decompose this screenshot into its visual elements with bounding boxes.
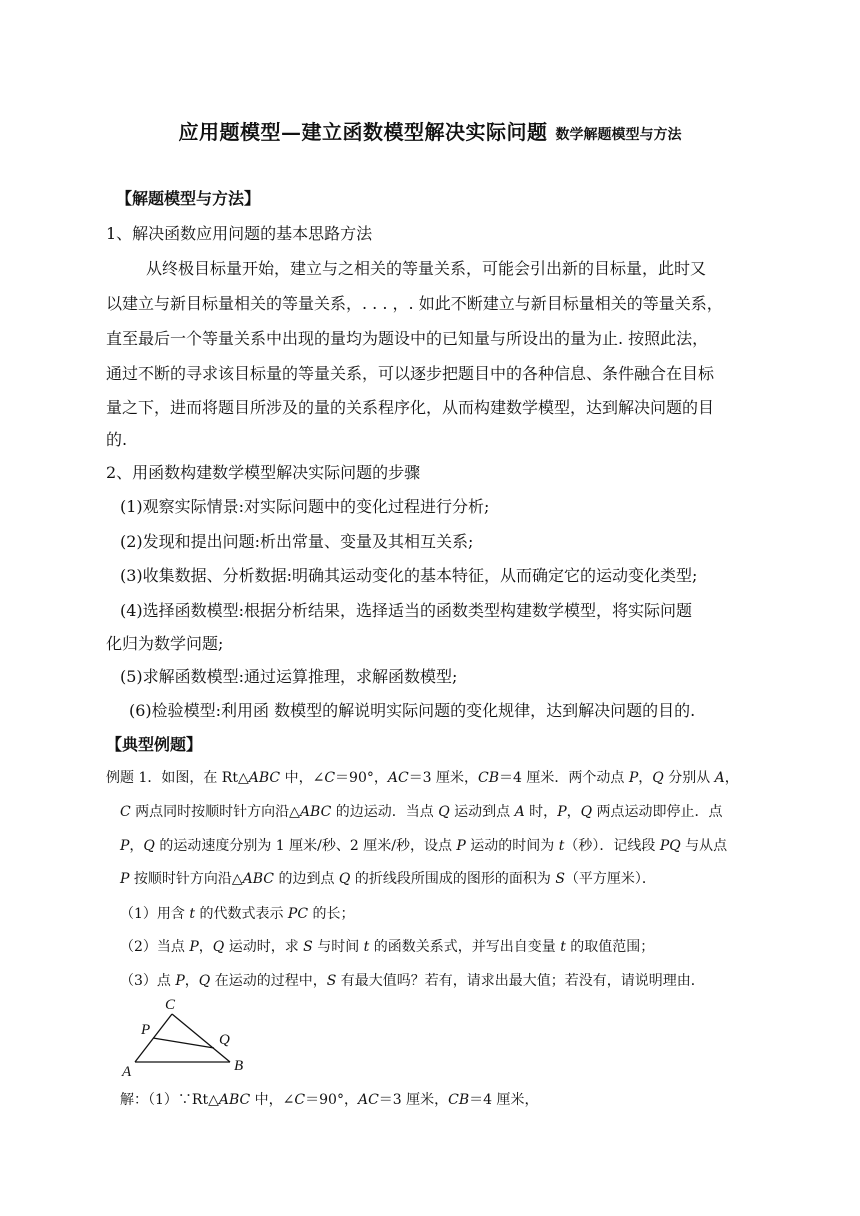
label-q: Q <box>219 1032 230 1048</box>
para-line: 量之下，进而将题目所涉及的量的关系程序化，从而构建数学模型，达到解决问题的目 <box>106 398 715 417</box>
step-item: 化归为数学问题; <box>106 634 224 653</box>
triangle-figure <box>110 994 260 1080</box>
title-main: 应用题模型—建立函数模型解决实际问题 <box>178 120 548 144</box>
title-sub: 数学解题模型与方法 <box>555 127 682 143</box>
segment-pq <box>153 1038 214 1048</box>
label-p: P <box>141 1022 151 1038</box>
step-item: (1)观察实际情景:对实际问题中的变化过程进行分析; <box>120 497 490 516</box>
para-line: 通过不断的寻求该目标量的等量关系，可以逐步把题目中的各种信息、条件融合在目标 <box>106 364 715 383</box>
question-2: （2）当点 P，Q 运动时，求 S 与时间 t 的函数关系式，并写出自变量 t 的取值范围； <box>120 939 655 955</box>
para-line: 直至最后一个等量关系中出现的量均为题设中的已知量与所设出的量为止. 按照此法， <box>106 329 709 348</box>
step-item: (6)检验模型:利用函 数模型的解说明实际问题的变化规律，达到解决问题的目的. <box>129 701 696 720</box>
item2-heading: 2、用函数构建数学模型解决实际问题的步骤 <box>106 463 421 482</box>
example-line-4: P 按顺时针方向沿△ABC 的边到点 Q 的折线段所围成的图形的面积为 S（平方厘米）． <box>120 871 656 887</box>
step-item: (4)选择函数模型:根据分析结果，选择适当的函数类型构建数学模型，将实际问题 <box>120 601 693 620</box>
step-item: (5)求解函数模型:通过运算推理，求解函数模型; <box>120 667 458 686</box>
para-line: 从终极目标量开始，建立与之相关的等量关系，可能会引出新的目标量，此时又 <box>146 259 707 278</box>
question-1: （1）用含 t 的代数式表示 PC 的长； <box>120 906 355 922</box>
label-a: A <box>122 1064 132 1080</box>
section-heading-examples: 【典型例题】 <box>106 735 203 754</box>
page-title <box>0 116 860 145</box>
example-line-2: C 两点同时按顺时针方向沿△ABC 的边运动．当点 Q 运动到点 A 时，P，Q 两点运动即停止．点 <box>120 804 723 820</box>
item1-heading: 1、解决函数应用问题的基本思路方法 <box>106 224 373 243</box>
label-c: C <box>165 997 176 1013</box>
label-b: B <box>234 1058 244 1074</box>
question-3: （3）点 P，Q 在运动的过程中，S 有最大值吗？若有，请求出最大值；若没有，请说明理由． <box>120 973 705 989</box>
para-line: 以建立与新目标量相关的等量关系，. . . ，. 如此不断建立与新目标量相关的等量关系， <box>106 294 723 313</box>
example-line-3: P，Q 的运动速度分别为 1 厘米/秒、2 厘米/秒，设点 P 运动的时间为 t（秒）．记线段 PQ 与从点 <box>120 838 728 854</box>
step-item: (3)收集数据、分析数据:明确其运动变化的基本特征，从而确定它的运动变化类型; <box>120 566 698 585</box>
solution-line-1: 解：（1）∵Rt△ABC 中，∠C＝90°，AC＝3 厘米，CB＝4 厘米， <box>120 1092 539 1108</box>
step-item: (2)发现和提出问题:析出常量、变量及其相互关系; <box>120 532 474 551</box>
section-heading-method: 【解题模型与方法】 <box>116 189 261 208</box>
para-line: 的. <box>106 430 128 449</box>
example-line-1: 例题 1．如图，在 Rt△ABC 中，∠C＝90°，AC＝3 厘米，CB＝4 厘米．两个动点 P，Q 分别从 A， <box>106 770 739 786</box>
